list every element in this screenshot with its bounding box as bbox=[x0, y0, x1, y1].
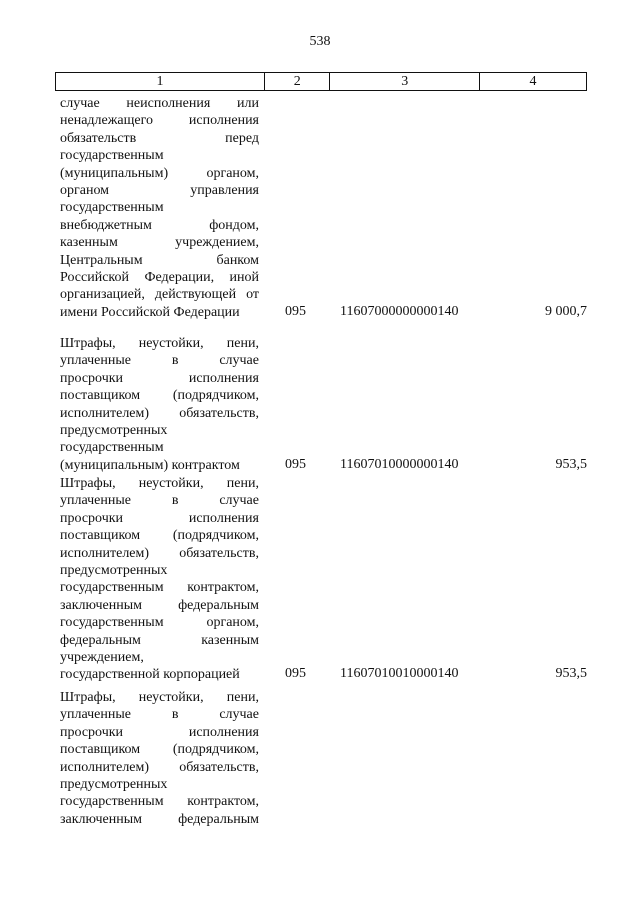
desc-line: государственным bbox=[60, 148, 164, 164]
desc-line: исполнителем) обязательств, bbox=[60, 405, 259, 421]
desc-line: просрочки исполнения bbox=[60, 724, 259, 740]
desc-line: предусмотренных bbox=[60, 562, 168, 578]
desc-line: предусмотренных bbox=[60, 422, 168, 438]
budget-classification-code: 11607010010000140 bbox=[340, 666, 459, 682]
desc-line: государственным bbox=[60, 200, 164, 216]
desc-line: Штрафы, неустойки, пени, bbox=[60, 690, 259, 705]
admin-code: 095 bbox=[285, 456, 306, 472]
desc-line: просрочки исполнения bbox=[60, 370, 259, 386]
desc-line: уплаченные в случае bbox=[60, 707, 259, 723]
amount-value: 9 000,7 bbox=[545, 303, 587, 319]
desc-line: внебюджетным фондом, bbox=[60, 217, 259, 233]
desc-line: (муниципальным) контрактом bbox=[60, 457, 240, 473]
desc-line: обязательств перед bbox=[60, 130, 259, 146]
desc-line: исполнителем) обязательств, bbox=[60, 759, 259, 775]
admin-code: 095 bbox=[285, 666, 306, 682]
desc-line: уплаченные в случае bbox=[60, 353, 259, 369]
desc-line: предусмотренных bbox=[60, 776, 168, 792]
column-header-1: 1 bbox=[56, 73, 265, 91]
desc-line: Центральным банком bbox=[60, 252, 259, 268]
desc-line: государственным контрактом, bbox=[60, 794, 259, 810]
admin-code: 095 bbox=[285, 303, 306, 319]
desc-line: ненадлежащего исполнения bbox=[60, 113, 259, 129]
budget-classification-code: 11607010000000140 bbox=[340, 456, 459, 472]
desc-line: исполнителем) обязательств, bbox=[60, 545, 259, 561]
desc-line: органом управления bbox=[60, 182, 259, 198]
desc-line: заключенным федеральным bbox=[60, 811, 259, 827]
budget-classification-code: 11607000000000140 bbox=[340, 303, 459, 319]
column-header-2: 2 bbox=[264, 73, 329, 91]
row-description bbox=[60, 335, 259, 474]
amount-value: 953,5 bbox=[555, 456, 587, 472]
desc-line: государственной корпорацией bbox=[60, 667, 240, 683]
column-header-3: 3 bbox=[330, 73, 480, 91]
column-header-4: 4 bbox=[479, 73, 586, 91]
desc-line: заключенным федеральным bbox=[60, 597, 259, 613]
desc-line: казенным учреждением, bbox=[60, 235, 259, 251]
desc-line: (муниципальным) органом, bbox=[60, 165, 259, 181]
desc-line: поставщиком (подрядчиком, bbox=[60, 528, 259, 544]
row-description bbox=[60, 475, 259, 684]
desc-line: организацией, действующей от bbox=[60, 287, 259, 303]
page-number: 538 bbox=[309, 34, 331, 49]
row-description bbox=[60, 95, 259, 321]
desc-line: Российской Федерации, иной bbox=[60, 269, 259, 285]
desc-line: учреждением, bbox=[60, 649, 144, 665]
desc-line: государственным контрактом, bbox=[60, 580, 259, 596]
desc-line: Штрафы, неустойки, пени, bbox=[60, 476, 259, 491]
desc-line: случае неисполнения или bbox=[60, 96, 259, 111]
desc-line: государственным bbox=[60, 440, 164, 456]
desc-line: уплаченные в случае bbox=[60, 493, 259, 509]
desc-line: федеральным казенным bbox=[60, 632, 259, 648]
desc-line: имени Российской Федерации bbox=[60, 304, 240, 320]
row-description bbox=[60, 689, 259, 828]
desc-line: Штрафы, неустойки, пени, bbox=[60, 336, 259, 351]
amount-value: 953,5 bbox=[555, 666, 587, 682]
column-header-row bbox=[55, 72, 587, 91]
desc-line: государственным органом, bbox=[60, 615, 259, 631]
desc-line: поставщиком (подрядчиком, bbox=[60, 388, 259, 404]
desc-line: просрочки исполнения bbox=[60, 510, 259, 526]
desc-line: поставщиком (подрядчиком, bbox=[60, 742, 259, 758]
